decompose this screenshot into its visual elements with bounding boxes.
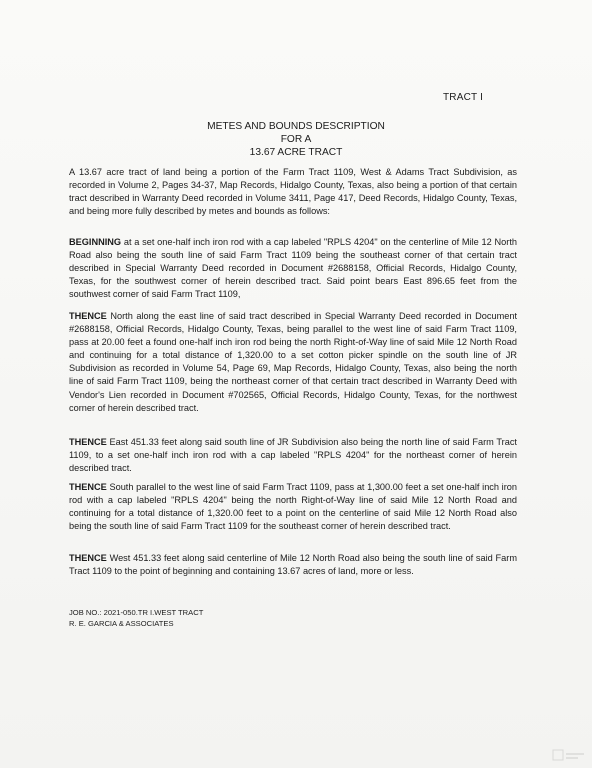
thence-north-text: North along the east line of said tract described in Special Warranty Deed recorded in Document #2688158, Official Records, Hidalgo County, Texas, being parallel to the west line of said Farm Tract 1109, pass at 20.00 feet a found one-half inch iron rod being the north Right-of-Way line of said Mile 12 North Road and continuing for a total distance of 1,320.00 to a set cotton picker spindle on the south line of JR Subdivision as recorded in Volume 54, Page 69, Map Records, Hidalgo County, Texas, also being the north line of said Farm Tract 1109, being the northeast corner of that certain tract described in Warranty Deed with Vendor's Lien recorded in Document #702565, Official Records, Hidalgo County, Texas, for the northwest corner of herein described tract. bbox=[69, 311, 517, 413]
job-number: JOB NO.: 2021-050.TR I.WEST TRACT bbox=[69, 608, 204, 617]
document-footer bbox=[69, 608, 203, 629]
thence-east-text: East 451.33 feet along said south line of JR Subdivision also being the north line of said Farm Tract 1109, to a set one-half inch iron rod with a cap labeled "RPLS 4204" for the northeast corner of herein described tract. bbox=[69, 437, 517, 474]
thence-east-lead: THENCE bbox=[69, 437, 107, 447]
thence-west-text: West 451.33 feet along said centerline of Mile 12 North Road also being the south line of said Farm Tract 1109 to the point of beginning and containing 13.67 acres of land, more or less. bbox=[69, 553, 517, 577]
thence-east-paragraph bbox=[69, 436, 517, 475]
thence-north-paragraph bbox=[69, 310, 517, 415]
beginning-lead: BEGINNING bbox=[69, 237, 122, 247]
thence-south-paragraph bbox=[69, 481, 517, 533]
tract-label: TRACT I bbox=[443, 92, 484, 103]
company-name: R. E. GARCIA & ASSOCIATES bbox=[69, 618, 174, 628]
thence-north-lead: THENCE bbox=[69, 311, 107, 321]
document-title bbox=[0, 120, 592, 159]
thence-south-text: South parallel to the west line of said Farm Tract 1109, pass at 1,300.00 feet a set one-half inch iron rod with a cap labeled "RPLS 4204" being the north Right-of-Way line of said Mile 12 North Road and continuing for a total distance of 1,320.00 feet to a point on the centerline of said Mile 12 North Road also being the south line of said Farm Tract 1109 for the southeast corner of herein described tract. bbox=[69, 482, 517, 532]
intro-paragraph: A 13.67 acre tract of land being a portion of the Farm Tract 1109, West & Adams Tract Subdivision, as recorded in Volume 2, Pages 34-37, Map Records, Hidalgo County, Texas, also being a portion of that certain tract described in Warranty Deed recorded in Volume 3411, Page 417, Deed Records, Hidalgo County, Texas, and being more fully described by metes and bounds as follows: bbox=[69, 167, 517, 217]
title-line-3: 13.67 ACRE TRACT bbox=[249, 147, 343, 158]
thence-west-paragraph bbox=[69, 552, 517, 578]
thence-west-lead: THENCE bbox=[69, 553, 107, 563]
beginning-text: at a set one-half inch iron rod with a cap labeled "RPLS 4204" on the centerline of Mile 12 North Road also being the south line of said Farm Tract 1109 being the southeast corner of that certain tract described in Special Warranty Deed recorded in Document #2688158, Official Records, Hidalgo County, Texas, for the southwest corner of herein described tract. Said point bears East 896.65 feet from the southwest corner of said Farm Tract 1109, bbox=[69, 237, 517, 300]
watermark-logo-icon bbox=[552, 746, 586, 764]
title-line-1: METES AND BOUNDS DESCRIPTION bbox=[207, 121, 385, 132]
title-line-2: FOR A bbox=[280, 134, 312, 145]
thence-south-lead: THENCE bbox=[69, 482, 107, 492]
beginning-paragraph bbox=[69, 236, 517, 301]
